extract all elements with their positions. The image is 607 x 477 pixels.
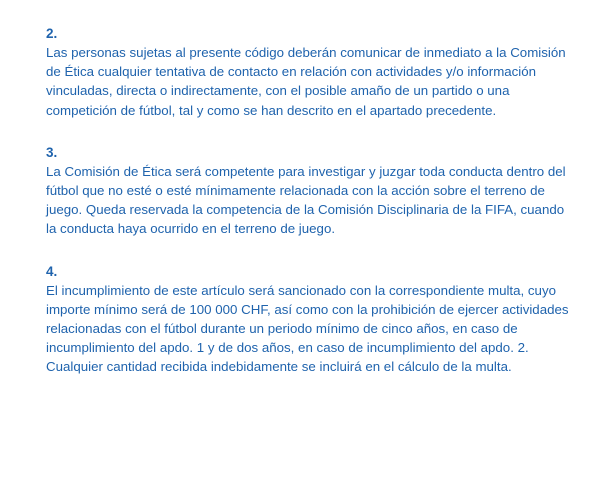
section-2 [46,24,576,120]
section-paragraph: El incumplimiento de este artículo será sancionado con la correspondiente multa, cuyo importe mínimo será de 100 000 CHF, así como con la prohibición de ejercer actividades relacionadas con el fútbol durante un periodo mínimo de cinco años, en caso de incumplimiento del apdo. 1 y de dos años, en caso de incumplimiento del apdo. 2. Cualquier cantidad recibida indebidamente se incluirá en el cálculo de la multa. [46,282,569,375]
section-paragraph: La Comisión de Ética será competente para investigar y juzgar toda conducta dentro del fútbol que no esté o esté mínimamente relacionada con la acción sobre el terreno de juego. Queda reservada la competencia de la Comisión Disciplinaria de la FIFA, cuando la conducta haya ocurrido en el terreno de juego. [46,163,566,237]
section-number: 2. [46,26,58,41]
section-4 [46,262,576,377]
section-paragraph: Las personas sujetas al presente código deberán comunicar de inmediato a la Comisión de Ética cualquier tentativa de contacto en relación con actividades y/o información vinculadas, directa o indirectamente, con el posible amaño de un partido o una competición de fútbol, tal y como se han descrito en el apartado precedente. [46,45,566,118]
section-number: 3. [46,144,58,160]
document-body [46,24,576,400]
section-3 [46,143,576,239]
section-number: 4. [46,263,58,279]
